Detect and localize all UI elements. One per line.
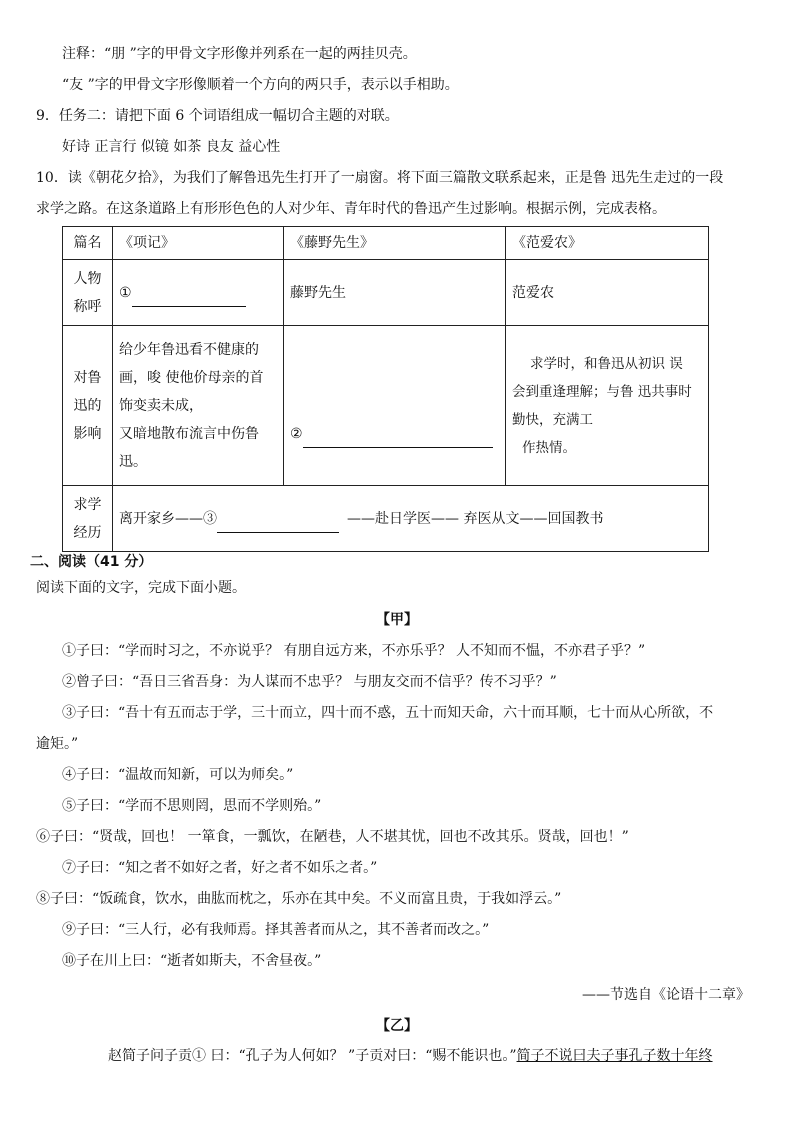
analects-item-6: ⑥子曰：“贤哉，回也！ 一箪食，一瓢饮，在陋巷，人不堪其忧，回也不改其乐。贤哉，回也！” <box>36 829 629 845</box>
note-you: “友 ”字的甲骨文字形像顺着一个方向的两只手，表示以手相助。 <box>62 77 459 93</box>
reading-instruction: 阅读下面的文字，完成下面小题。 <box>36 580 246 596</box>
analects-item-4: ④子曰：“温故而知新，可以为师矣。” <box>62 767 294 783</box>
table-header-cell: 《藤野先生》 <box>284 227 506 260</box>
analects-item-1: ①子曰：“学而时习之，不亦说乎？ 有朋自远方来，不亦乐乎？ 人不知而不愠，不亦君子乎？” <box>62 643 646 659</box>
answer-blank-1[interactable]: ① <box>113 260 284 326</box>
passage-jia-title: 【甲】 <box>376 612 418 628</box>
analects-item-10: ⑩子在川上曰：“逝者如斯夫，不舍昼夜。” <box>62 953 322 969</box>
analects-item-7: ⑦子曰：“知之者不如好之者，好之者不如乐之者。” <box>62 860 378 876</box>
analects-item-2: ②曾子曰：“吾日三省吾身：为人谋而不忠乎？ 与朋友交而不信乎？传不习乎？” <box>62 674 557 690</box>
note-peng: 注释：“朋 ”字的甲骨文字形像并列系在一起的两挂贝壳。 <box>62 46 417 62</box>
question-9-words: 好诗 正言行 似镜 如茶 良友 益心性 <box>62 139 281 155</box>
table-header-cell: 《范爱农》 <box>506 227 709 260</box>
passage-source: ——节选自《论语十二章》 <box>582 987 750 1003</box>
table-row-experience <box>63 486 709 552</box>
analects-item-9: ⑨子曰：“三人行，必有我师焉。择其善者而从之，其不善者而改之。” <box>62 922 490 938</box>
question-10-line1: 10．读《朝花夕拾》，为我们了解鲁迅先生打开了一扇窗。将下面三篇散文联系起来，正是鲁 迅先生走过的一段 <box>36 170 724 186</box>
row-label-experience: 求学 经历 <box>63 486 113 552</box>
cell-influence-fanainong: 求学时，和鲁迅从初识 误 会到重逢理解；与鲁 迅共事时 勤快，充满工 作热情。 <box>506 326 709 486</box>
analects-item-3-cont: 逾矩。” <box>36 736 79 752</box>
passage-yi-line: 赵简子问子贡① 曰：“孔子为人何如？ ”子贡对曰：“赐不能识也。”简子不说曰夫子事孔子数十年终 <box>108 1048 713 1064</box>
question-9-stem: 9．任务二：请把下面 6 个词语组成一幅切合主题的对联。 <box>36 108 399 124</box>
cell-influence-xiangji: 给少年鲁迅看不健康的 画，唆 使他价母亲的首 饰变卖未成， 又暗地散布流言中伤鲁 迅。 <box>113 326 284 486</box>
passage-yi-title: 【乙】 <box>376 1018 418 1034</box>
underlined-sentence: 简子不说曰夫子事孔子数十年终 <box>516 1048 713 1064</box>
table-header-cell: 篇名 <box>63 227 113 260</box>
answer-blank-2[interactable]: ② <box>284 326 506 486</box>
row-label-influence: 对鲁 迅的 影响 <box>63 326 113 486</box>
essay-table <box>62 226 709 552</box>
section-title: 二、阅读（41 分） <box>30 554 153 570</box>
table-header-cell: 《项记》 <box>113 227 284 260</box>
table-row-influence <box>63 326 709 486</box>
cell-tengye: 藤野先生 <box>284 260 506 326</box>
analects-item-8: ⑧子曰：“饭疏食，饮水，曲肱而枕之，乐亦在其中矣。不义而富且贵，于我如浮云。” <box>36 891 562 907</box>
row-label-title: 人物 称呼 <box>63 260 113 326</box>
analects-item-3: ③子曰：“吾十有五而志于学，三十而立，四十而不惑，五十而知天命，六十而耳顺，七十而从心所欲，不 <box>62 705 714 721</box>
question-10-line2: 求学之路。在这条道路上有形形色色的人对少年、青年时代的鲁迅产生过影响。根据示例，完成表格。 <box>36 201 666 217</box>
answer-blank-3[interactable]: 离开家乡——③ ——赴日学医—— 弃医从文——回国教书 <box>113 486 709 552</box>
table-header-row <box>63 227 709 260</box>
cell-fanainong: 范爱农 <box>506 260 709 326</box>
table-row-title <box>63 260 709 326</box>
analects-item-5: ⑤子曰：“学而不思则罔，思而不学则殆。” <box>62 798 322 814</box>
